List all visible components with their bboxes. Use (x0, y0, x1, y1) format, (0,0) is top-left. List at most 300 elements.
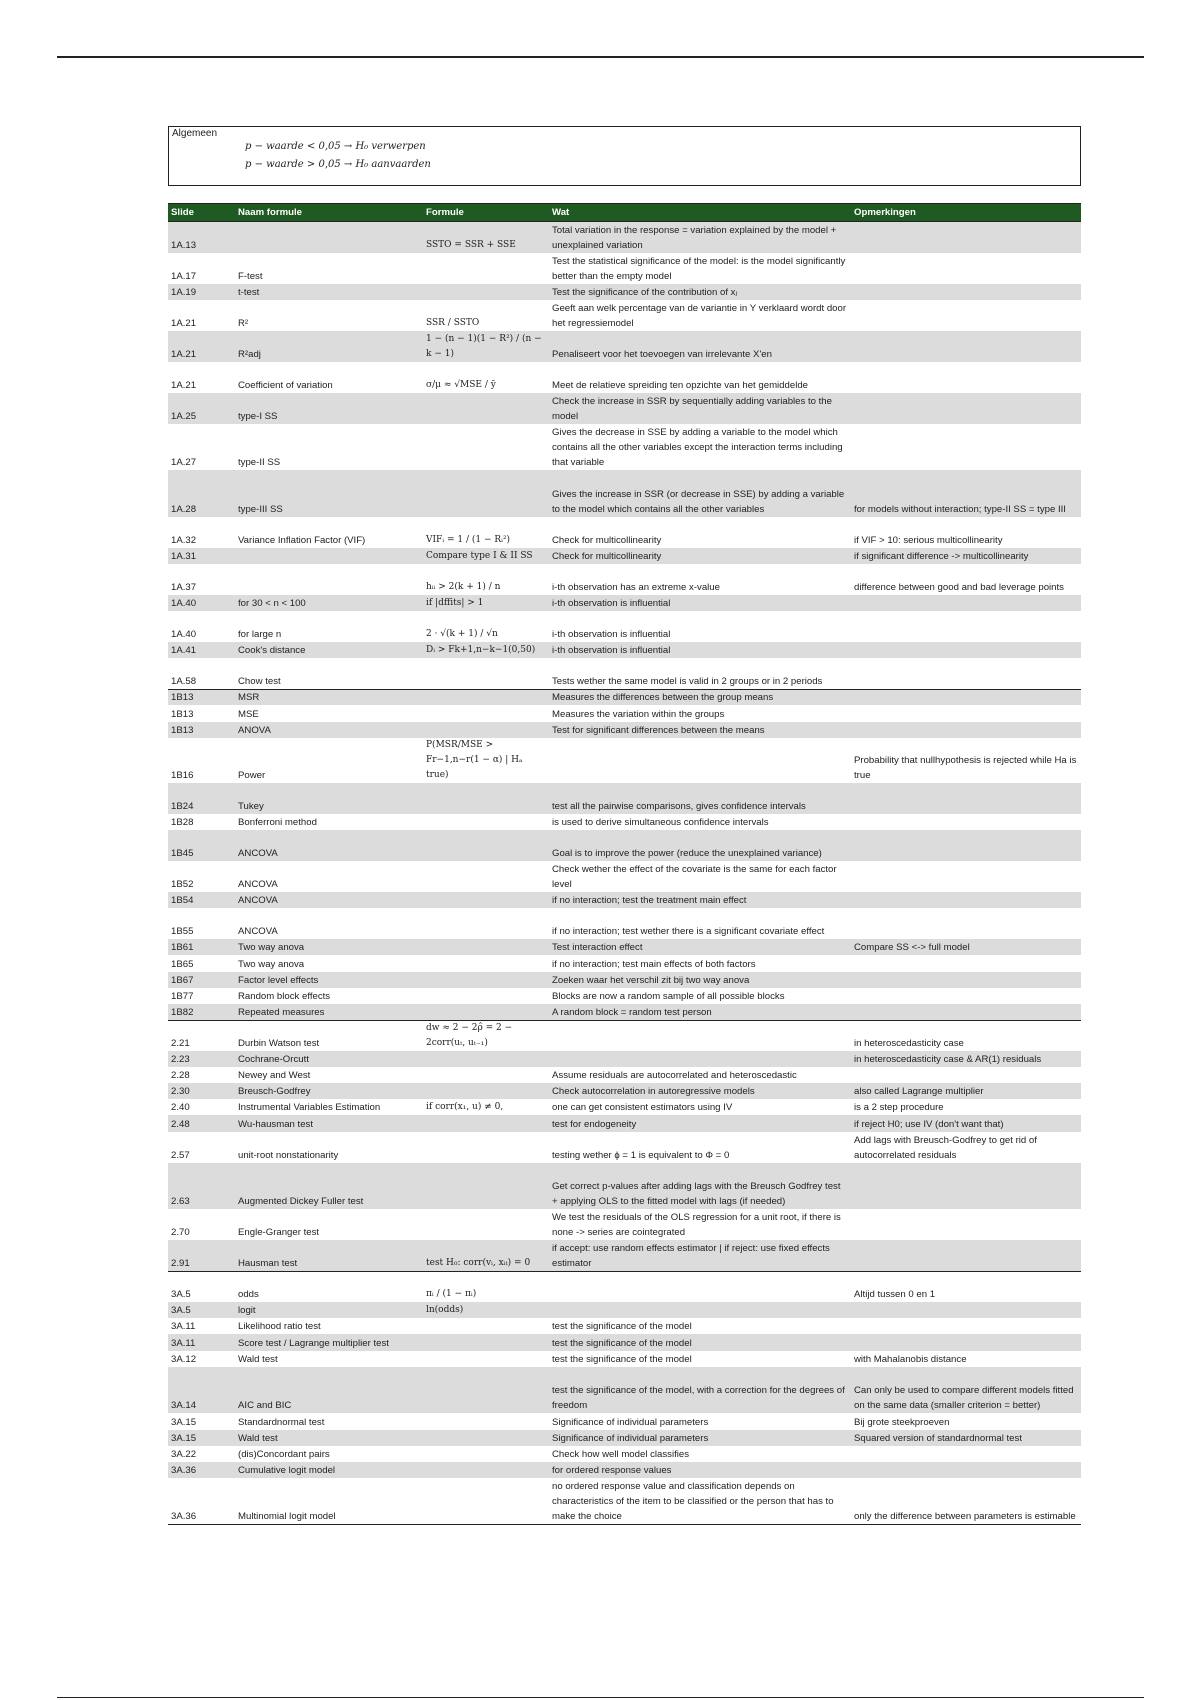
cell-wat (549, 1302, 851, 1318)
cell-opmerkingen: in heteroscedasticity case & AR(1) residuals (851, 1051, 1081, 1067)
table-row (168, 253, 1081, 284)
table-body (168, 222, 1081, 1525)
p-value-reject-rule: p − waarde < 0,05 → H₀ verwerpen (245, 141, 426, 152)
cell-wat: Significance of individual parameters (549, 1430, 851, 1446)
cell-naam: type-III SS (235, 470, 423, 517)
cell-wat: test the significance of the model (549, 1334, 851, 1350)
cell-formule: πᵢ / (1 − πᵢ) (423, 1271, 549, 1302)
cell-wat: is used to derive simultaneous confidence intervals (552, 817, 769, 828)
cell-opmerkingen (851, 1302, 1081, 1318)
table-row (168, 1271, 1081, 1302)
table-row (168, 1004, 1081, 1020)
cell-wat: Test interaction effect (549, 939, 851, 955)
cell-slide: 2.70 (171, 1227, 190, 1239)
cell-wat: test all the pairwise comparisons, gives confidence intervals (549, 783, 851, 814)
cell-slide: 3A.14 (168, 1367, 235, 1414)
cell-wat: if accept: use random effects estimator | if reject: use fixed effects estimator (549, 1240, 851, 1271)
cell-formule: test H₀: corr(vᵢ, xᵢₜ) = 0 (423, 1240, 549, 1271)
cell-naam: Repeated measures (235, 1004, 423, 1020)
cell-wat: Check autocorrelation in autoregressive models (549, 1083, 851, 1099)
cell-naam: ANCOVA (235, 892, 423, 908)
table-row (168, 517, 1081, 548)
footer-rule (57, 1697, 1144, 1698)
cell-opmerkingen (851, 972, 1081, 988)
table-row (168, 1020, 1081, 1051)
cell-opmerkingen (851, 861, 1081, 892)
cell-slide: 1B24 (168, 783, 235, 814)
cell-formule (423, 284, 549, 300)
cell-wat: Get correct p-values after adding lags with the Breusch Godfrey test + applying OLS to the fitted model with lags (if needed) (549, 1163, 851, 1210)
cell-formule (423, 253, 549, 284)
cell-slide: 1B77 (171, 990, 194, 1002)
header-slide: Slide (168, 204, 235, 222)
cell-naam (235, 564, 423, 595)
cell-wat: Check the increase in SSR by sequentially adding variables to the model (549, 393, 851, 424)
table-row (168, 564, 1081, 595)
cell-slide: 1B54 (168, 892, 235, 908)
table-row (168, 1478, 1081, 1525)
cell-formule (423, 1462, 549, 1478)
cell-opmerkingen: Probability that nullhypothesis is rejected while Ha is true (854, 754, 1077, 781)
cell-wat: test the significance of the model (552, 1321, 692, 1333)
table-row (168, 1430, 1081, 1446)
cell-slide: 1B65 (171, 958, 194, 970)
cell-slide: 3A.36 (168, 1478, 235, 1525)
cell-formule (423, 972, 549, 988)
algemeen-box (168, 126, 1081, 186)
cell-opmerkingen (851, 253, 1081, 284)
table-row (168, 1132, 1081, 1163)
cell-naam: for large n (238, 629, 282, 641)
cell-slide: 3A.5 (168, 1271, 235, 1302)
cell-wat: Meet de relatieve spreiding ten opzichte van het gemiddelde (552, 379, 808, 391)
cell-slide: 1B61 (168, 939, 235, 955)
cell-formule (423, 1430, 549, 1446)
table-row (168, 955, 1081, 971)
cell-formule (423, 908, 549, 939)
cell-slide: 1B28 (171, 817, 194, 828)
cell-wat: Test the statistical significance of the model: is the model significantly better than the empty model (552, 255, 846, 282)
cell-wat (549, 1271, 851, 1302)
cell-naam: Tukey (235, 783, 423, 814)
header-opmerkingen: Opmerkingen (851, 204, 1081, 222)
cell-slide: 1B45 (168, 830, 235, 861)
algemeen-label: Algemeen (172, 128, 218, 139)
cell-wat: Zoeken waar het verschil zit bij two way anova (549, 972, 851, 988)
cell-formule (423, 1115, 549, 1131)
cell-formule: ln(odds) (423, 1302, 549, 1318)
cell-slide: 2.28 (171, 1070, 190, 1081)
cell-naam: Cochrane-Orcutt (235, 1051, 423, 1067)
cell-naam (235, 222, 423, 253)
cell-slide: 2.48 (168, 1115, 235, 1131)
cell-formule (423, 1163, 549, 1210)
cell-opmerkingen (851, 1240, 1081, 1271)
cell-opmerkingen: Compare SS <-> full model (851, 939, 1081, 955)
cell-formule (423, 1446, 549, 1462)
cell-wat: Check for multicollinearity (549, 548, 851, 564)
cell-naam: Instrumental Variables Estimation (238, 1102, 381, 1114)
table-row (168, 939, 1081, 955)
table-row (168, 830, 1081, 861)
cell-slide: 1A.37 (171, 581, 197, 593)
table-row (168, 738, 1081, 783)
cell-naam: Factor level effects (235, 972, 423, 988)
cell-formule: VIFᵢ = 1 / (1 − Rᵢ²) (426, 534, 511, 545)
cell-naam: Variance Inflation Factor (VIF) (238, 534, 366, 546)
cell-opmerkingen: if significant difference -> multicollinearity (851, 548, 1081, 564)
cell-opmerkingen (851, 705, 1081, 721)
table-row (168, 908, 1081, 939)
cell-opmerkingen (851, 722, 1081, 738)
cell-wat: Measures the variation within the groups (552, 708, 725, 720)
cell-opmerkingen: difference between good and bad leverage points (854, 581, 1064, 593)
cell-wat: no ordered response value and classification depends on characteristics of the item to be classified or the person that has to make the choice (549, 1478, 851, 1525)
cell-opmerkingen (851, 814, 1081, 830)
cell-opmerkingen: only the difference between parameters is estimable (851, 1478, 1081, 1525)
table-row (168, 722, 1081, 738)
cell-slide: 3A.5 (168, 1302, 235, 1318)
cell-wat: Goal is to improve the power (reduce the unexplained variance) (549, 830, 851, 861)
cell-opmerkingen (851, 1067, 1081, 1083)
cell-opmerkingen (851, 1446, 1081, 1462)
table-row (168, 1115, 1081, 1131)
cell-naam: MSE (238, 708, 259, 720)
cell-formule (423, 470, 549, 517)
cell-wat: Check wether the effect of the covariate is the same for each factor level (552, 864, 837, 890)
cell-naam: unit-root nonstationarity (238, 1149, 339, 1161)
cell-naam: Bonferroni method (238, 817, 317, 828)
cell-slide: 2.21 (168, 1020, 235, 1051)
table-row (168, 470, 1081, 517)
cell-opmerkingen (851, 830, 1081, 861)
cell-slide: 1A.31 (168, 548, 235, 564)
table-row (168, 1462, 1081, 1478)
cell-naam: Two way anova (238, 958, 305, 970)
cell-formule: if corr(x₁, u) ≠ 0, (426, 1102, 504, 1113)
cell-opmerkingen (851, 1004, 1081, 1020)
cell-slide: 1B13 (171, 708, 194, 720)
formula-table (168, 203, 1081, 1525)
cell-formule (423, 658, 549, 689)
cell-opmerkingen (851, 362, 1081, 393)
cell-slide: 1B13 (168, 689, 235, 705)
cell-slide: 3A.22 (171, 1448, 197, 1460)
cell-slide: 1A.40 (168, 595, 235, 611)
cell-opmerkingen: in heteroscedasticity case (851, 1020, 1081, 1051)
cell-slide: 1B55 (171, 926, 194, 938)
cell-formule: σ/μ ≈ √MSE / ȳ (426, 379, 496, 390)
cell-wat: one can get consistent estimators using IV (552, 1102, 733, 1114)
cell-naam: logit (235, 1302, 423, 1318)
cell-slide: 2.57 (171, 1149, 190, 1161)
header-wat: Wat (549, 204, 851, 222)
table-row (168, 1302, 1081, 1318)
table-row (168, 658, 1081, 689)
cell-naam: Wu-hausman test (235, 1115, 423, 1131)
table-row (168, 1334, 1081, 1350)
cell-slide: 2.40 (171, 1102, 190, 1114)
cell-formule: Dᵢ > Fk+1,n−k−1(0,50) (423, 642, 549, 658)
cell-formule (423, 988, 549, 1004)
table-row (168, 362, 1081, 393)
table-row (168, 1318, 1081, 1334)
cell-opmerkingen (851, 424, 1081, 471)
cell-wat: for ordered response values (549, 1462, 851, 1478)
cell-formule (423, 1209, 549, 1240)
cell-naam (235, 548, 423, 564)
cell-formule: 2 · √(k + 1) / √n (426, 629, 498, 640)
cell-wat (549, 738, 851, 783)
cell-naam: Newey and West (238, 1070, 311, 1081)
cell-opmerkingen (851, 1462, 1081, 1478)
cell-slide: 2.30 (168, 1083, 235, 1099)
cell-wat: Total variation in the response = variation explained by the model + unexplained variation (549, 222, 851, 253)
cell-wat (549, 1051, 851, 1067)
cell-formule (423, 783, 549, 814)
cell-wat: Check how well model classifies (552, 1448, 690, 1460)
cell-wat: Check for multicollinearity (552, 534, 662, 546)
cell-naam: Power (238, 769, 266, 781)
cell-slide: 1B16 (171, 769, 194, 781)
cell-naam: ANCOVA (235, 830, 423, 861)
cell-naam: Likelihood ratio test (238, 1321, 321, 1333)
table-row (168, 783, 1081, 814)
cell-formule (423, 955, 549, 971)
cell-formule: P(MSR/MSE > Fr−1,n−r(1 − α) | Hₐ true) (426, 739, 523, 780)
cell-opmerkingen: Altijd tussen 0 en 1 (851, 1271, 1081, 1302)
cell-slide: 1A.21 (171, 317, 197, 329)
cell-opmerkingen: for models without interaction; type-II SS = type III (851, 470, 1081, 517)
table-row (168, 393, 1081, 424)
cell-wat (549, 1020, 851, 1051)
cell-wat: if no interaction; test wether there is a significant covariate effect (552, 926, 825, 938)
cell-naam: R²adj (235, 331, 423, 362)
cell-opmerkingen: is a 2 step procedure (854, 1102, 944, 1114)
cell-wat: i-th observation is influential (549, 595, 851, 611)
cell-formule: if |dffits| > 1 (423, 595, 549, 611)
cell-opmerkingen (851, 1318, 1081, 1334)
table-row (168, 1083, 1081, 1099)
cell-formule: dw ≈ 2 − 2ρ̂ = 2 − 2corr(uₜ, uₜ₋₁) (423, 1020, 549, 1051)
cell-opmerkingen (851, 1163, 1081, 1210)
table-row (168, 642, 1081, 658)
cell-naam: Score test / Lagrange multiplier test (235, 1334, 423, 1350)
cell-slide: 1A.21 (171, 379, 197, 391)
cell-naam: ANCOVA (238, 926, 278, 938)
cell-naam: type-I SS (235, 393, 423, 424)
cell-slide: 2.63 (168, 1163, 235, 1210)
table-row (168, 689, 1081, 705)
cell-formule (423, 1067, 549, 1083)
cell-opmerkingen (851, 284, 1081, 300)
table-row (168, 1446, 1081, 1462)
cell-wat: Measures the differences between the group means (549, 689, 851, 705)
cell-wat: Gives the increase in SSR (or decrease in SSE) by adding a variable to the model which contains all the other variables (549, 470, 851, 517)
cell-slide: 1A.32 (171, 534, 197, 546)
cell-slide: 1A.21 (168, 331, 235, 362)
cell-wat: Blocks are now a random sample of all possible blocks (552, 990, 785, 1002)
cell-opmerkingen (851, 908, 1081, 939)
cell-wat: Test the significance of the contribution of xⱼ (549, 284, 851, 300)
cell-wat: Assume residuals are autocorrelated and heteroscedastic (552, 1070, 797, 1081)
cell-formule (423, 939, 549, 955)
table-row (168, 1209, 1081, 1240)
cell-slide: 3A.15 (171, 1416, 197, 1428)
cell-wat: i-th observation is influential (549, 642, 851, 658)
cell-formule (423, 689, 549, 705)
table-header-row (168, 204, 1081, 222)
table-row (168, 1067, 1081, 1083)
cell-opmerkingen: with Mahalanobis distance (854, 1353, 967, 1365)
table-row (168, 705, 1081, 721)
cell-opmerkingen (851, 331, 1081, 362)
cell-formule (423, 1351, 549, 1367)
cell-slide: 1B13 (168, 722, 235, 738)
cell-slide: 1A.19 (168, 284, 235, 300)
cell-slide: 1A.25 (168, 393, 235, 424)
cell-slide: 2.23 (168, 1051, 235, 1067)
cell-wat: Penaliseert voor het toevoegen van irrelevante X'en (549, 331, 851, 362)
cell-wat: Significance of individual parameters (552, 1416, 709, 1428)
cell-opmerkingen (851, 393, 1081, 424)
cell-opmerkingen (851, 642, 1081, 658)
cell-naam: Hausman test (235, 1240, 423, 1271)
cell-slide: 1A.28 (168, 470, 235, 517)
cell-slide: 1A.40 (171, 629, 197, 641)
table-row (168, 1163, 1081, 1210)
cell-formule (423, 1132, 549, 1163)
cell-opmerkingen (851, 658, 1081, 689)
header-formule: Formule (423, 204, 549, 222)
table-row (168, 284, 1081, 300)
cell-formule (423, 892, 549, 908)
cell-naam: t-test (235, 284, 423, 300)
cell-wat: test the significance of the model (552, 1353, 692, 1365)
cell-slide: 3A.36 (168, 1462, 235, 1478)
cell-naam: Engle-Granger test (238, 1227, 320, 1239)
cell-wat: if no interaction; test main effects of both factors (552, 958, 756, 970)
cell-slide: 1A.13 (168, 222, 235, 253)
table-row (168, 1351, 1081, 1367)
cell-slide: 1B82 (168, 1004, 235, 1020)
cell-opmerkingen (851, 1334, 1081, 1350)
cell-formule: Compare type I & II SS (423, 548, 549, 564)
cell-wat: Gives the decrease in SSE by adding a variable to the model which contains all the other variables except the interaction terms including that variable (552, 427, 843, 469)
cell-naam: type-II SS (238, 457, 281, 469)
cell-formule: 1 − (n − 1)(1 − R²) / (n − k − 1) (423, 331, 549, 362)
cell-opmerkingen: Squared version of standardnormal test (851, 1430, 1081, 1446)
table-row (168, 1367, 1081, 1414)
cell-wat: i-th observation is influential (552, 629, 671, 641)
cell-wat: Geeft aan welk percentage van de variantie in Y verklaard wordt door het regressiemodel (552, 302, 847, 329)
cell-naam: (dis)Concordant pairs (238, 1448, 330, 1460)
cell-slide: 1B67 (168, 972, 235, 988)
cell-formule (423, 1318, 549, 1334)
cell-opmerkingen: Bij grote steekproeven (854, 1416, 950, 1428)
table-row (168, 1240, 1081, 1271)
cell-formule (423, 1051, 549, 1067)
cell-slide: 3A.11 (168, 1334, 235, 1350)
cell-naam: Durbin Watson test (235, 1020, 423, 1051)
table-row (168, 1099, 1081, 1115)
table-row (168, 1413, 1081, 1429)
cell-wat: A random block = random test person (549, 1004, 851, 1020)
cell-naam: Random block effects (238, 990, 331, 1002)
table-row (168, 331, 1081, 362)
cell-formule (423, 393, 549, 424)
cell-wat: testing wether ϕ = 1 is equivalent to Φ = 0 (552, 1149, 730, 1161)
cell-formule (423, 1083, 549, 1099)
cell-naam: Breusch-Godfrey (235, 1083, 423, 1099)
cell-wat: We test the residuals of the OLS regression for a unit root, if there is none -> series are cointegrated (552, 1212, 841, 1239)
cell-formule: SSR / SSTO (426, 317, 480, 328)
cell-wat: Test for significant differences between the means (549, 722, 851, 738)
cell-opmerkingen (851, 222, 1081, 253)
table-row (168, 892, 1081, 908)
cell-wat: Tests wether the same model is valid in 2 groups or in 2 periods (552, 675, 823, 687)
cell-wat: test the significance of the model, with a correction for the degrees of freedom (549, 1367, 851, 1414)
cell-opmerkingen (851, 988, 1081, 1004)
cell-slide: 3A.15 (168, 1430, 235, 1446)
cell-formule (423, 705, 549, 721)
table-row (168, 814, 1081, 830)
table-row (168, 222, 1081, 253)
cell-formule (423, 424, 549, 471)
cell-slide: 3A.12 (171, 1353, 197, 1365)
cell-naam: Cook's distance (235, 642, 423, 658)
table-row (168, 548, 1081, 564)
cell-wat: test for endogeneity (549, 1115, 851, 1131)
cell-formule (423, 830, 549, 861)
cell-formule (423, 861, 549, 892)
cell-formule (423, 722, 549, 738)
cell-slide: 1B52 (171, 879, 194, 890)
cell-naam: Wald test (238, 1353, 278, 1365)
cell-formule: hᵢᵢ > 2(k + 1) / n (426, 581, 501, 592)
cell-naam: Multinomial logit model (235, 1478, 423, 1525)
cell-formule (423, 1478, 549, 1525)
cell-naam: for 30 < n < 100 (235, 595, 423, 611)
cell-formule (423, 1334, 549, 1350)
table-row (168, 611, 1081, 642)
cell-slide: 1A.27 (171, 457, 197, 469)
cell-naam: Two way anova (235, 939, 423, 955)
table-row (168, 424, 1081, 471)
cell-naam: Wald test (235, 1430, 423, 1446)
cell-naam: ANOVA (235, 722, 423, 738)
cell-formule: SSTO = SSR + SSE (423, 222, 549, 253)
table-row (168, 595, 1081, 611)
table-row (168, 972, 1081, 988)
header-naam-formule: Naam formule (235, 204, 423, 222)
cell-formule (423, 1413, 549, 1429)
cell-slide: 1A.17 (171, 270, 197, 282)
table-row (168, 988, 1081, 1004)
cell-naam: F-test (238, 270, 263, 282)
cell-opmerkingen (851, 892, 1081, 908)
cell-wat: if no interaction; test the treatment main effect (549, 892, 851, 908)
cell-slide: 2.91 (168, 1240, 235, 1271)
cell-naam: Standardnormal test (238, 1416, 325, 1428)
cell-opmerkingen (851, 300, 1081, 331)
cell-opmerkingen (851, 1209, 1081, 1240)
cell-opmerkingen (851, 611, 1081, 642)
cell-naam: Augmented Dickey Fuller test (235, 1163, 423, 1210)
cell-naam: MSR (235, 689, 423, 705)
cell-slide: 1A.41 (168, 642, 235, 658)
cell-formule (423, 1367, 549, 1414)
